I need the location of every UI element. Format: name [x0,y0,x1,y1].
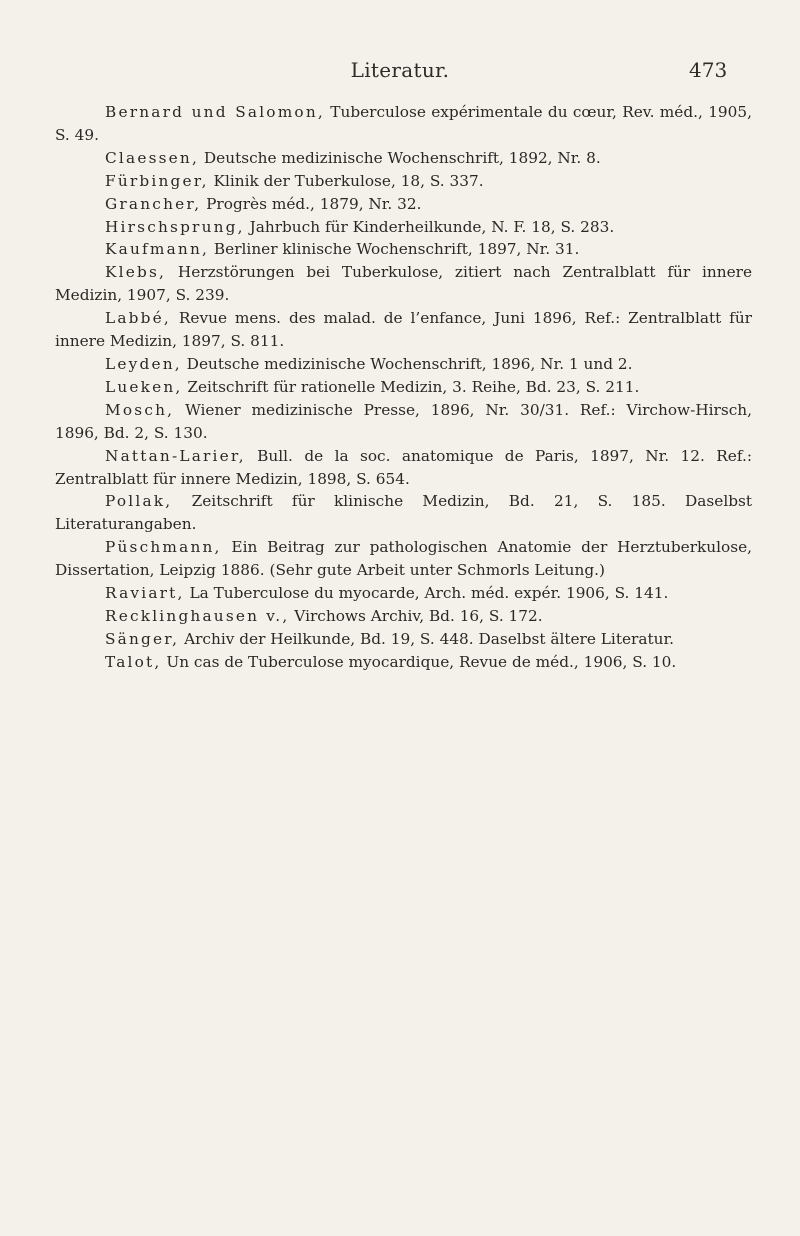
reference-text: Herzstörungen bei Tuberkulose, zitiert nach Zentralblatt für innere Medizin, 1907, S. 239. [55,263,752,305]
reference-author: Klebs, [105,263,167,282]
reference-entry [55,651,752,674]
reference-text: Zeitschrift für rationelle Medizin, 3. Reihe, Bd. 23, S. 211. [182,377,640,396]
reference-author: Hirschsprung, [105,217,245,236]
reference-text: Revue mens. des malad. de l’enfance, Juni 1896, Ref.: Zentralblatt für innere Medizin, 1897, S. 811. [55,309,752,351]
reference-entry [55,238,752,261]
reference-author: Pollak, [105,492,173,511]
reference-text: Archiv der Heilkunde, Bd. 19, S. 448. Daselbst ältere Literatur. [179,629,674,648]
reference-entry [55,147,752,170]
reference-text: Wiener medizinische Presse, 1896, Nr. 30/31. Ref.: Virchow-Hirsch, 1896, Bd. 2, S. 130. [55,400,752,442]
running-head-title: Literatur. [350,58,450,82]
reference-entry [55,261,752,307]
reference-text: Un cas de Tuberculose myocardique, Revue de méd., 1906, S. 10. [161,652,677,671]
reference-text: Deutsche medizinische Wochenschrift, 1892, Nr. 8. [199,148,601,167]
reference-author: Kaufmann, [105,240,210,259]
reference-list [55,101,752,674]
page-number: 473 [689,58,728,82]
reference-author: Lueken, [105,377,183,396]
reference-text: Klinik der Tuberkulose, 18, S. 337. [208,171,484,190]
reference-entry [55,353,752,376]
reference-text: Tuberculose expérimentale du cœur, Rev. méd., 1905, S. 49. [55,103,752,144]
reference-author: Grancher, [105,194,202,213]
reference-text: Bull. de la soc. anatomique de Paris, 1897, Nr. 12. Ref.: Zentralblatt für innere Medizin, 1898, S. 654. [55,446,752,488]
reference-author: Sänger, [105,629,180,648]
reference-text: Progrès méd., 1879, Nr. 32. [201,194,422,213]
reference-entry [55,376,752,399]
reference-entry [55,536,752,582]
reference-text: La Tuberculose du myocarde, Arch. méd. expér. 1906, S. 141. [184,584,669,603]
reference-entry [55,582,752,605]
reference-entry [55,170,752,193]
reference-author: Fürbinger, [105,171,209,190]
reference-text: Jahrbuch für Kinderheilkunde, N. F. 18, S. 283. [244,217,615,236]
reference-entry [55,628,752,651]
reference-entry [55,490,752,536]
reference-text: Ein Beitrag zur pathologischen Anatomie der Herztuberkulose, Dissertation, Leipzig 1886. (Sehr gute Arbeit unter Schmorls Leitung.) [55,538,752,580]
reference-text: Zeitschrift für klinische Medizin, Bd. 21, S. 185. Daselbst Literaturangaben. [55,492,752,534]
reference-text: Berliner klinische Wochenschrift, 1897, Nr. 31. [209,240,580,259]
reference-entry [55,101,752,147]
reference-author: Claessen, [105,148,200,167]
reference-author: Labbé, [105,309,171,328]
reference-entry [55,605,752,628]
reference-author: Talot, [105,652,162,671]
reference-author: Leyden, [105,354,182,373]
reference-entry [55,307,752,353]
reference-entry [55,399,752,445]
reference-author: Raviart, [105,584,185,603]
reference-entry [55,216,752,239]
reference-author: Nattan-Larier, [105,446,246,465]
reference-author: Püschmann, [105,538,222,557]
reference-author: Recklinghausen v., [105,606,290,625]
reference-text: Deutsche medizinische Wochenschrift, 1896, Nr. 1 und 2. [181,354,633,373]
reference-entry [55,445,752,491]
reference-author: Mosch, [105,400,175,419]
reference-text: Virchows Archiv, Bd. 16, S. 172. [289,606,543,625]
reference-author: Bernard und Salomon, [105,103,325,121]
reference-entry [55,193,752,216]
